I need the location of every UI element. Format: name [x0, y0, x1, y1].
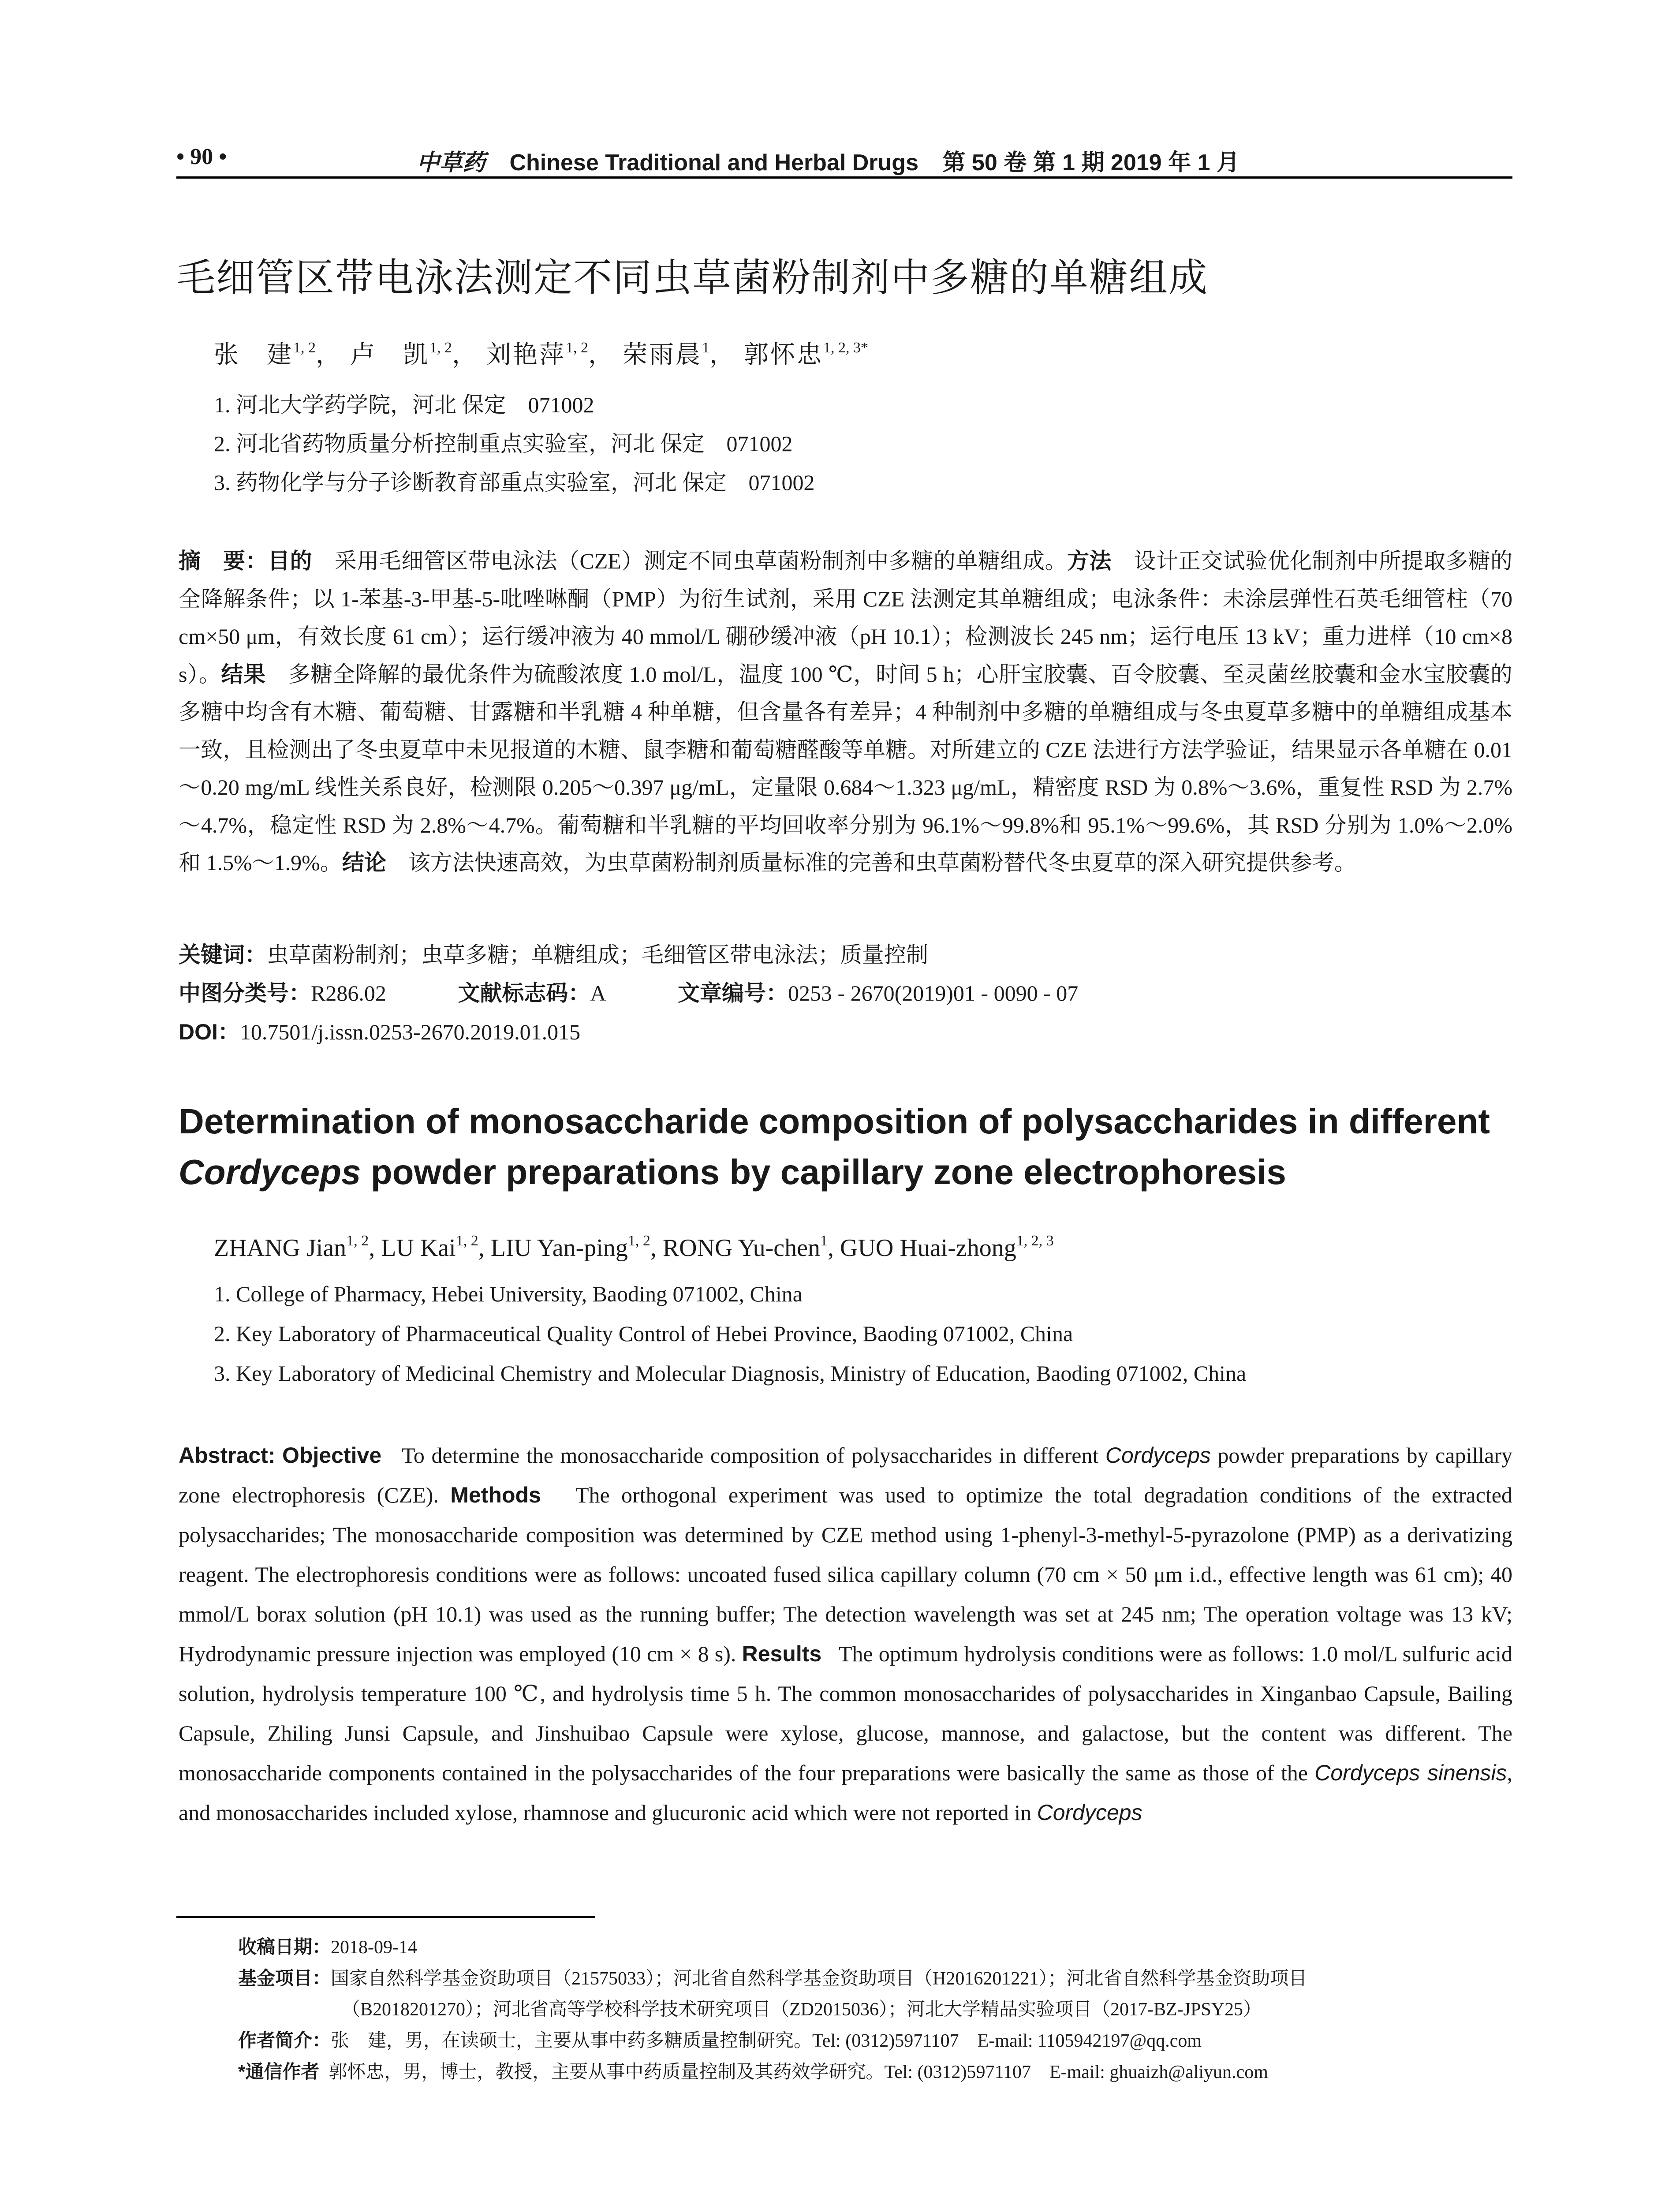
abstract-label: 摘 要：	[179, 549, 268, 573]
results-label: Results	[742, 1641, 822, 1666]
methods-label: 方法	[1067, 549, 1112, 573]
en-author: GUO Huai-zhong	[840, 1234, 1016, 1262]
fund-label: 基金项目：	[238, 1968, 331, 1988]
author-sup: 1	[820, 1233, 828, 1249]
footnote-rule	[176, 1916, 595, 1918]
author-sup: 1, 2	[293, 340, 316, 356]
author-bio	[238, 2025, 1512, 2056]
italic-term: Cordyceps	[1105, 1443, 1211, 1468]
author-sup: 1, 2	[346, 1233, 369, 1249]
cn-author: 郭怀忠	[744, 341, 823, 369]
objective-label: Objective	[282, 1443, 382, 1468]
en-authors: ZHANG Jian$^{1, 2}$, LU Kai$^{1, 2}$, LIU Yan-ping$^{1, 2}$, RONG Yu-chen$^1$, GUO Huai-zhong$^{1, 2, 3}$	[214, 1233, 1054, 1262]
clc-value: R286.02	[311, 981, 386, 1005]
en-abstract	[179, 1435, 1512, 1832]
fund-info-continued: （B2018201270）；河北省高等学校科学技术研究项目（ZD2015036）；河北大学精品实验项目（2017-BZ-JPSY25）	[342, 1999, 1262, 2020]
cn-authors: 张 建$^{1, 2}$， 卢 凯$^{1, 2}$， 刘艳萍$^{1, 2}$， 荣雨晨$^1$， 郭怀忠$^{1, 2, 3*}$	[214, 340, 868, 369]
cn-abstract	[179, 542, 1512, 882]
footnotes	[238, 1932, 1512, 2088]
running-header	[176, 140, 1504, 176]
results-text: , and monosaccharides included xylose, rhamnose and glucuronic acid which were not reported in	[179, 1760, 1512, 1825]
journal-cn-name: 中草药	[417, 149, 486, 176]
cn-author: 卢 凯	[350, 341, 429, 369]
author-bio-text: 张 建，男，在读硕士，主要从事中药多糖质量控制研究。Tel: (0312)5971107 E-mail: 1105942197@qq.com	[331, 2031, 1202, 2051]
journal-en-name: Chinese Traditional and Herbal Drugs	[509, 150, 918, 176]
keywords-text: 虫草菌粉制剂；虫草多糖；单糖组成；毛细管区带电泳法；质量控制	[267, 942, 928, 967]
corr-text: 郭怀忠，男，博士，教授，主要从事中药质量控制及其药效学研究。Tel: (0312)5971107 E-mail: ghuaizh@aliyun.com	[329, 2062, 1268, 2082]
journal-issue: 第 50 卷 第 1 期 2019 年 1 月	[942, 150, 1239, 176]
en-author: ZHANG Jian	[214, 1234, 347, 1262]
italic-term: Cordyceps	[1037, 1800, 1142, 1825]
cn-classification	[179, 975, 1078, 1007]
corr-label: *通信作者	[238, 2061, 320, 2082]
received-label: 收稿日期：	[238, 1936, 331, 1957]
en-author: LIU Yan-ping	[490, 1234, 628, 1262]
cn-author: 荣雨晨	[623, 341, 702, 369]
doi-label: DOI：	[179, 1020, 240, 1044]
clc-label: 中图分类号：	[179, 981, 311, 1005]
cn-affiliation: 2. 河北省药物质量分析控制重点实验室，河北 保定 071002	[214, 431, 793, 456]
received-value: 2018-09-14	[331, 1937, 417, 1958]
doc-code-value: A	[590, 981, 606, 1005]
author-bio-label: 作者简介：	[238, 2030, 331, 2051]
conclusion-label: 结论	[342, 850, 386, 875]
en-title-part: powder preparations by capillary zone electrophoresis	[361, 1152, 1286, 1192]
received-date	[238, 1932, 1512, 1963]
cn-author: 刘艳萍	[486, 341, 566, 369]
page-number: • 90 •	[176, 144, 227, 169]
results-text: The optimum hydrolysis conditions were as follows: 1.0 mol/L sulfuric acid solution, hydrolysis temperature 100 ℃, and hydrolysis time 5 h. The common monosaccharides of polysaccharides in Xinganbao Capsule, Bailing Capsule, Zhiling Junsi Capsule, and Jinshuibao Capsule were xylose, glucose, mannose, and galactose, but the content was different. The monosaccharide components contained in the polysaccharides of the four preparations were basically the same as those of the	[179, 1641, 1512, 1785]
objective-text: 采用毛细管区带电泳法（CZE）测定不同虫草菌粉制剂中多糖的单糖组成。	[334, 549, 1067, 573]
results-text: 多糖全降解的最优条件为硫酸浓度 1.0 mol/L，温度 100 ℃，时间 5 h；心肝宝胶囊、百令胶囊、至灵菌丝胶囊和金水宝胶囊的多糖中均含有木糖、葡萄糖、甘露糖和半乳糖 4 种单糖，但含量各有差异；4 种制剂中多糖的单糖组成与冬虫夏草多糖中的单糖组成基本一致，且检测出了冬虫夏草中未见报道的木糖、鼠李糖和葡萄糖醛酸等单糖。对所建立的 CZE 法进行方法学验证，结果显示各单糖在 0.01～0.20 mg/mL 线性关系良好，检测限 0.205～0.397 μg/mL，定量限 0.684～1.323 μg/mL，精密度 RSD 为 0.8%～3.6%，重复性 RSD 为 2.7%～4.7%，稳定性 RSD 为 2.8%～4.7%。葡萄糖和半乳糖的平均回收率分别为 96.1%～99.8%和 95.1%～99.6%，其 RSD 分别为 1.0%～2.0%和 1.5%～1.9%。	[179, 662, 1513, 875]
article-no-value: 0253 - 2670(2019)01 - 0090 - 07	[788, 981, 1079, 1005]
author-sup: 1, 2, 3*	[823, 340, 868, 356]
en-author: RONG Yu-chen	[662, 1234, 821, 1262]
cn-affiliation: 3. 药物化学与分子诊断教育部重点实验室，河北 保定 071002	[214, 470, 815, 495]
results-label: 结果	[221, 662, 266, 687]
methods-text: 设计正交试验优化制剂中所提取多糖的全降解条件；以 1-苯基-3-甲基-5-吡唑啉酮（PMP）为衍生试剂，采用 CZE 法测定其单糖组成；电泳条件：未涂层弹性石英毛细管柱（70 cm×50 μm，有效长度 61 cm）；运行缓冲液为 40 mmol/L 硼砂缓冲液（pH 10.1）；检测波长 245 nm；运行电压 13 kV；重力进样（10 cm×8 s）。	[179, 549, 1513, 687]
journal-line	[417, 144, 1239, 177]
en-affiliation: 3. Key Laboratory of Medicinal Chemistry and Molecular Diagnosis, Ministry of Education, Baoding 071002, China	[214, 1361, 1247, 1386]
conclusion-text: 该方法快速高效，为虫草菌粉制剂质量标准的完善和虫草菌粉替代冬虫夏草的深入研究提供参考。	[408, 850, 1356, 875]
cn-doi	[179, 1014, 580, 1046]
author-sup: 1, 2	[455, 1233, 478, 1249]
objective-text: To determine the monosaccharide composition of polysaccharides in different	[401, 1443, 1105, 1468]
objective-text: powder preparations by capillary zone electrophoresis (CZE).	[179, 1443, 1512, 1507]
author-sup: 1, 2, 3	[1016, 1233, 1054, 1249]
italic-term: Cordyceps sinensis	[1314, 1760, 1507, 1785]
doi-value: 10.7501/j.issn.0253-2670.2019.01.015	[239, 1020, 581, 1044]
en-title-part: Determination of monosaccharide composition of polysaccharides in different	[179, 1102, 1490, 1141]
keywords-label: 关键词：	[179, 942, 267, 967]
cn-affiliation: 1. 河北大学药学院，河北 保定 071002	[214, 392, 594, 417]
author-sup: 1, 2	[627, 1233, 650, 1249]
author-sup: 1, 2	[566, 340, 588, 356]
en-title-italic: Cordyceps	[179, 1152, 361, 1192]
abstract-label: Abstract:	[179, 1443, 276, 1468]
cn-keywords	[179, 937, 928, 969]
fund-info	[238, 1963, 1512, 1994]
corresponding-author	[238, 2056, 1512, 2088]
header-rule	[176, 176, 1512, 179]
methods-label: Methods	[450, 1483, 541, 1507]
en-affiliation: 2. Key Laboratory of Pharmaceutical Quality Control of Hebei Province, Baoding 071002, China	[214, 1321, 1073, 1346]
article-no-label: 文章编号：	[677, 981, 788, 1005]
author-sup: 1, 2	[429, 340, 452, 356]
methods-text: The orthogonal experiment was used to optimize the total degradation conditions of the extracted polysaccharides; The monosaccharide composition was determined by CZE method using 1-phenyl-3-methyl-5-pyrazolone (PMP) as a derivatizing reagent. The electrophoresis conditions were as follows: uncoated fused silica capillary column (70 cm × 50 μm i.d., effective length was 61 cm); 40 mmol/L borax solution (pH 10.1) was used as the running buffer; The detection wavelength was set at 245 nm; The operation voltage was 13 kV; Hydrodynamic pressure injection was employed (10 cm × 8 s).	[179, 1483, 1512, 1666]
fund-line: 国家自然科学基金资助项目（21575033）；河北省自然科学基金资助项目（H2016201221）；河北省自然科学基金资助项目	[331, 1969, 1307, 1989]
doc-code-label: 文献标志码：	[458, 981, 590, 1005]
cn-title: 毛细管区带电泳法测定不同虫草菌粉制剂中多糖的单糖组成	[176, 256, 1209, 299]
cn-author: 张 建	[214, 341, 293, 369]
author-sup: 1	[702, 340, 709, 356]
en-title	[179, 1096, 1515, 1197]
objective-label: 目的	[268, 549, 313, 573]
en-affiliation: 1. College of Pharmacy, Hebei University, Baoding 071002, China	[214, 1282, 803, 1306]
en-author: LU Kai	[381, 1234, 456, 1262]
